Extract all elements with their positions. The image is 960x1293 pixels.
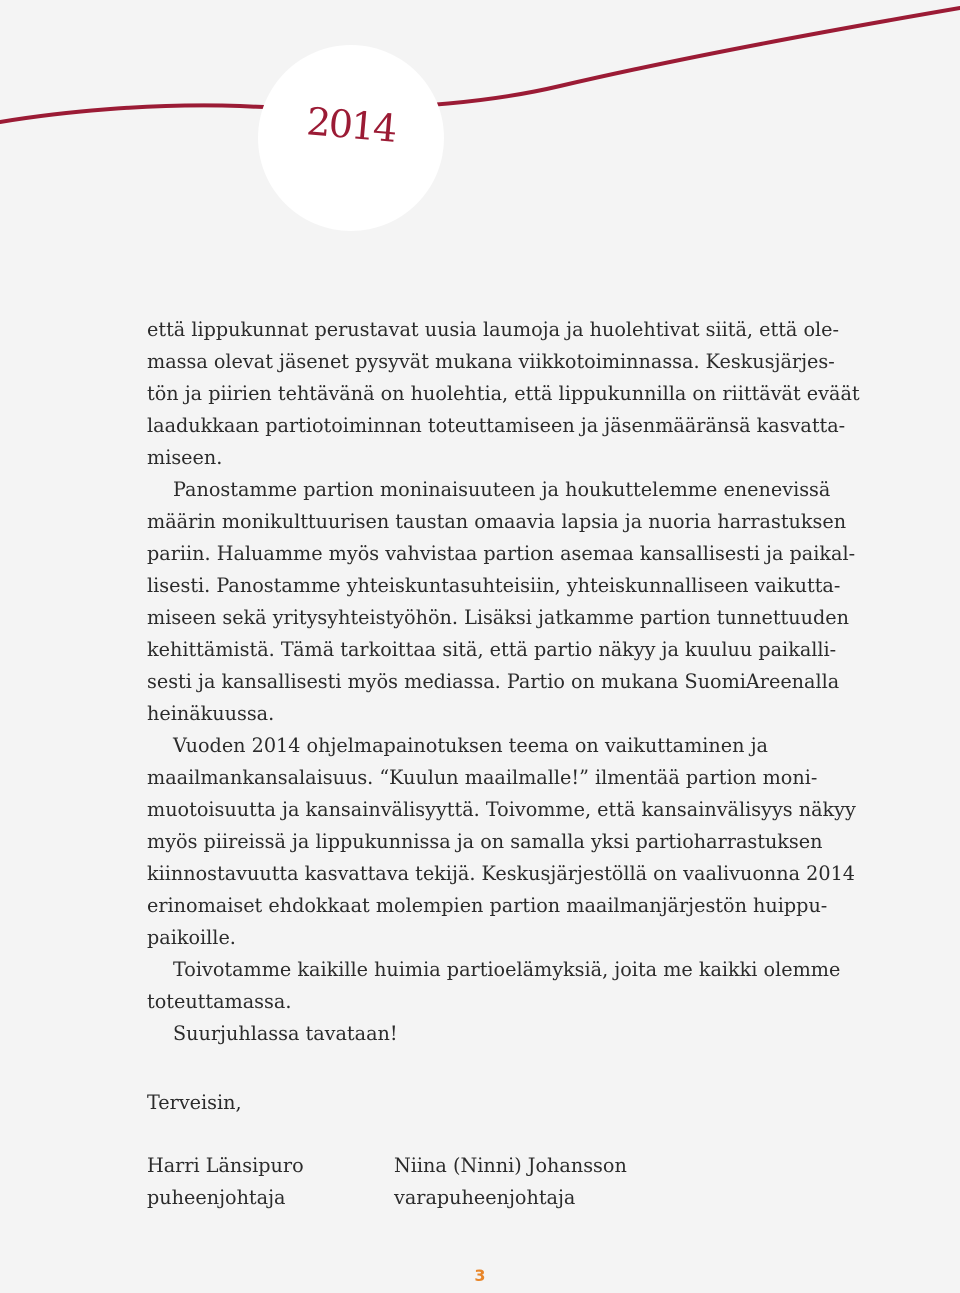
paragraph-3 [147, 730, 856, 954]
paragraph-1 [147, 314, 860, 474]
paragraph-4 [147, 954, 841, 1018]
decorative-wave-line [0, 0, 960, 140]
text-line: lisesti. Panostamme yhteiskuntasuhteisiin, yhteiskunnalliseen vaikutta- [147, 574, 841, 597]
text-line: heinäkuussa. [147, 702, 275, 725]
text-line: erinomaiset ehdokkaat molempien partion maailmanjärjestön huippu- [147, 894, 828, 917]
text-line: miseen sekä yritysyhteistyöhön. Lisäksi jatkamme partion tunnettuuden [147, 606, 849, 629]
signature-role: varapuheenjohtaja [394, 1186, 576, 1209]
text-line: Vuoden 2014 ohjelmapainotuksen teema on vaikuttaminen ja [173, 734, 768, 757]
text-line: tön ja piirien tehtävänä on huolehtia, että lippukunnilla on riittävät eväät [147, 382, 860, 405]
text-line: määrin monikulttuurisen taustan omaavia lapsia ja nuoria harrastuksen [147, 510, 847, 533]
text-line: kehittämistä. Tämä tarkoittaa sitä, että partio näkyy ja kuuluu paikalli- [147, 638, 837, 661]
text-line: että lippukunnat perustavat uusia laumoja ja huolehtivat siitä, että ole- [147, 318, 839, 341]
text-line: massa olevat jäsenet pysyvät mukana viikkotoiminnassa. Keskusjärjes- [147, 350, 835, 373]
signature-name: Niina (Ninni) Johansson [394, 1154, 627, 1177]
text-line: paikoille. [147, 926, 236, 949]
text-line: pariin. Haluamme myös vahvistaa partion asemaa kansallisesti ja paikal- [147, 542, 856, 565]
signature-name: Harri Länsipuro [147, 1154, 304, 1177]
paragraph-5 [147, 1018, 817, 1050]
text-line: Toivotamme kaikille huimia partioelämyksiä, joita me kaikki olemme [173, 958, 841, 981]
page-number: 3 [474, 1266, 486, 1285]
closing-greeting: Terveisin, [147, 1091, 242, 1114]
text-line: maailmankansalaisuus. “Kuulun maailmalle!” ilmentää partion moni- [147, 766, 818, 789]
signature-role: puheenjohtaja [147, 1186, 286, 1209]
text-line: sesti ja kansallisesti myös mediassa. Partio on mukana SuomiAreenalla [147, 670, 840, 693]
text-line: miseen. [147, 446, 223, 469]
text-line: Suurjuhlassa tavataan! [173, 1022, 398, 1045]
text-line: muotoisuutta ja kansainvälisyyttä. Toivomme, että kansainvälisyys näkyy [147, 798, 856, 821]
text-line: myös piireissä ja lippukunnissa ja on samalla yksi partioharrastuksen [147, 830, 823, 853]
text-line: Panostamme partion moninaisuuteen ja houkuttelemme enenevissä [173, 478, 831, 501]
paragraph-2 [147, 474, 856, 730]
signature-president [147, 1150, 304, 1214]
signature-vice-president [394, 1150, 627, 1214]
text-line: kiinnostavuutta kasvattava tekijä. Keskusjärjestöllä on vaalivuonna 2014 [147, 862, 855, 885]
year-badge [258, 45, 444, 231]
text-line: laadukkaan partiotoiminnan toteuttamiseen ja jäsenmääränsä kasvatta- [147, 414, 846, 437]
text-line: toteuttamassa. [147, 990, 292, 1013]
body-text [147, 314, 860, 1050]
year-heading: 2014 [304, 99, 398, 151]
